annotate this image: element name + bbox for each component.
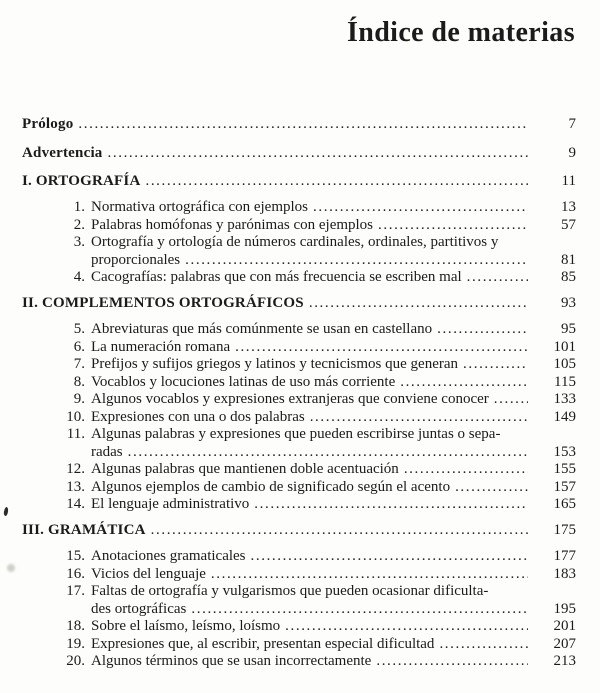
toc-item (22, 566, 576, 584)
toc-item (22, 374, 576, 392)
toc-entry-label: Cacografías: palabras que con más frecuencia se escriben mal (91, 269, 462, 285)
toc-item-number: 5. (73, 321, 85, 337)
toc-entry-label: Algunos ejemplos de cambio de significado según el acento (91, 478, 451, 495)
dot-leader (128, 444, 528, 462)
toc-entry-label: Algunos términos que se usan incorrectamente (91, 653, 372, 669)
toc-entry-label: Anotaciones gramaticales (91, 548, 246, 564)
toc-entry-label: Normativa ortográfica con ejemplos (91, 199, 309, 215)
toc-entry-label: II. COMPLEMENTOS ORTOGRÁFICOS (22, 295, 304, 311)
toc-page-number: 183 (553, 565, 576, 582)
toc-page-number: 207 (553, 635, 576, 652)
dot-leader (467, 269, 528, 287)
toc-item (22, 479, 576, 497)
toc-item-number: 2. (73, 216, 85, 233)
toc-item-continuation (22, 444, 576, 462)
dot-leader (494, 391, 528, 409)
toc-item-number: 20. (66, 653, 85, 669)
toc-item (22, 653, 576, 671)
toc-entry-label: Algunas palabras que mantienen doble acentuación (91, 461, 399, 477)
toc-front-entry (22, 116, 576, 134)
toc-item (22, 234, 576, 252)
toc-page-number: 81 (561, 251, 576, 268)
toc-item (22, 199, 576, 217)
toc-item-number: 18. (66, 618, 85, 634)
toc-entry-label: Vocablos y locuciones latinas de uso más corriente (91, 373, 396, 390)
dot-leader (285, 618, 528, 636)
toc-entry-label: Algunos vocablos y expresiones extranjeras que conviene conocer (91, 391, 489, 407)
toc-page-number: 13 (561, 199, 576, 215)
toc-item (22, 461, 576, 479)
dot-leader (78, 116, 528, 134)
toc-item-continuation (22, 601, 576, 619)
toc-page-number: 213 (553, 653, 576, 669)
toc-entry-label: Prólogo (22, 116, 74, 132)
toc-page-number: 149 (553, 408, 576, 425)
toc-entry-label: Palabras homófonas y parónimas con ejemplos (91, 216, 374, 233)
toc-page-number: 85 (561, 269, 576, 285)
toc-list (0, 50, 600, 671)
toc-entry-label: Faltas de ortografía y vulgarismos que pueden ocasionar dificulta- (91, 583, 489, 599)
toc-section-entry (22, 173, 576, 191)
dot-leader (439, 636, 528, 654)
toc-entry-label: des ortográficas (91, 600, 187, 617)
toc-item-number: 3. (73, 234, 85, 250)
toc-page-number: 155 (553, 461, 576, 477)
toc-item (22, 269, 576, 287)
toc-item-number: 13. (66, 478, 85, 495)
toc-page-number: 7 (568, 116, 576, 132)
toc-item-number: 9. (73, 391, 85, 407)
toc-item (22, 618, 576, 636)
toc-page-number: 105 (553, 356, 576, 372)
toc-page-number: 9 (568, 144, 576, 161)
toc-item-number: 7. (73, 356, 85, 372)
toc-entry-label: radas (91, 443, 123, 460)
toc-page-number: 11 (561, 173, 576, 189)
page-title: Índice de materias (346, 17, 575, 48)
toc-entry-label: Ortografía y ortología de números cardinales, ordinales, partitivos y (91, 234, 499, 250)
toc-item-number: 19. (66, 635, 85, 652)
dot-leader (378, 217, 528, 235)
dot-leader (455, 479, 528, 497)
toc-page-number: 115 (554, 373, 576, 390)
toc-item (22, 409, 576, 427)
dot-leader (151, 522, 528, 540)
toc-item-number: 6. (73, 338, 85, 355)
toc-entry-label: Prefijos y sufijos griegos y latinos y tecnicismos que generan (91, 356, 459, 372)
toc-page-number: 201 (553, 618, 576, 634)
toc-entry-label: La numeración romana (91, 338, 231, 355)
toc-entry-label: I. ORTOGRAFÍA (22, 173, 141, 189)
dot-leader (254, 496, 528, 514)
dot-leader (404, 461, 528, 479)
toc-item (22, 217, 576, 235)
toc-item-number: 17. (66, 583, 85, 599)
toc-entry-label: Abreviaturas que más comúnmente se usan en castellano (91, 321, 433, 337)
toc-entry-label: proporcionales (91, 251, 181, 268)
dot-leader (108, 145, 528, 163)
toc-section-entry (22, 295, 576, 313)
toc-entry-label: Expresiones que, al escribir, presentan especial dificultad (91, 635, 435, 652)
toc-page-number: 177 (553, 548, 576, 564)
toc-page-number: 133 (553, 391, 576, 407)
toc-front-entry (22, 145, 576, 163)
dot-leader (191, 601, 528, 619)
toc-entry-label: III. GRAMÁTICA (22, 522, 146, 538)
toc-item-number: 14. (66, 496, 85, 512)
toc-entry-label: El lenguaje administrativo (91, 496, 250, 512)
toc-item-number: 8. (73, 373, 85, 390)
toc-entry-label: Advertencia (22, 144, 103, 161)
dot-leader (251, 548, 528, 566)
toc-item (22, 391, 576, 409)
toc-page-number: 101 (553, 338, 576, 355)
toc-item (22, 356, 576, 374)
dot-leader (463, 356, 528, 374)
toc-item-number: 4. (73, 269, 85, 285)
dot-leader (185, 252, 528, 270)
toc-page-number: 175 (553, 522, 576, 538)
toc-item-number: 16. (66, 565, 85, 582)
dot-leader (309, 295, 528, 313)
toc-item (22, 321, 576, 339)
toc-page-number: 93 (561, 295, 576, 311)
toc-item (22, 583, 576, 601)
toc-item (22, 636, 576, 654)
toc-item-continuation (22, 252, 576, 270)
dot-leader (437, 321, 528, 339)
toc-item (22, 426, 576, 444)
toc-item-number: 10. (66, 408, 85, 425)
toc-item (22, 548, 576, 566)
toc-page-number: 165 (553, 496, 576, 512)
dot-leader (313, 199, 528, 217)
dot-leader (235, 339, 528, 357)
toc-page-number: 57 (561, 216, 576, 233)
toc-page-number: 195 (553, 600, 576, 617)
toc-section-entry (22, 522, 576, 540)
toc-page-number: 95 (561, 321, 576, 337)
toc-entry-label: Algunas palabras y expresiones que pueden escribirse juntas o sepa- (91, 426, 501, 442)
toc-item (22, 496, 576, 514)
dot-leader (376, 653, 528, 671)
toc-item-number: 15. (66, 548, 85, 564)
toc-item-number: 11. (66, 426, 85, 442)
toc-entry-label: Vicios del lenguaje (91, 565, 206, 582)
scan-artifact (7, 564, 15, 572)
toc-entry-label: Sobre el laísmo, leísmo, loísmo (91, 618, 281, 634)
toc-entry-label: Expresiones con una o dos palabras (91, 408, 305, 425)
toc-item (22, 339, 576, 357)
toc-page-number: 153 (553, 443, 576, 460)
toc-page-number: 157 (553, 478, 576, 495)
dot-leader (400, 374, 528, 392)
toc-item-number: 12. (66, 461, 85, 477)
toc-item-number: 1. (73, 199, 85, 215)
dot-leader (310, 409, 528, 427)
dot-leader (145, 173, 528, 191)
dot-leader (211, 566, 528, 584)
